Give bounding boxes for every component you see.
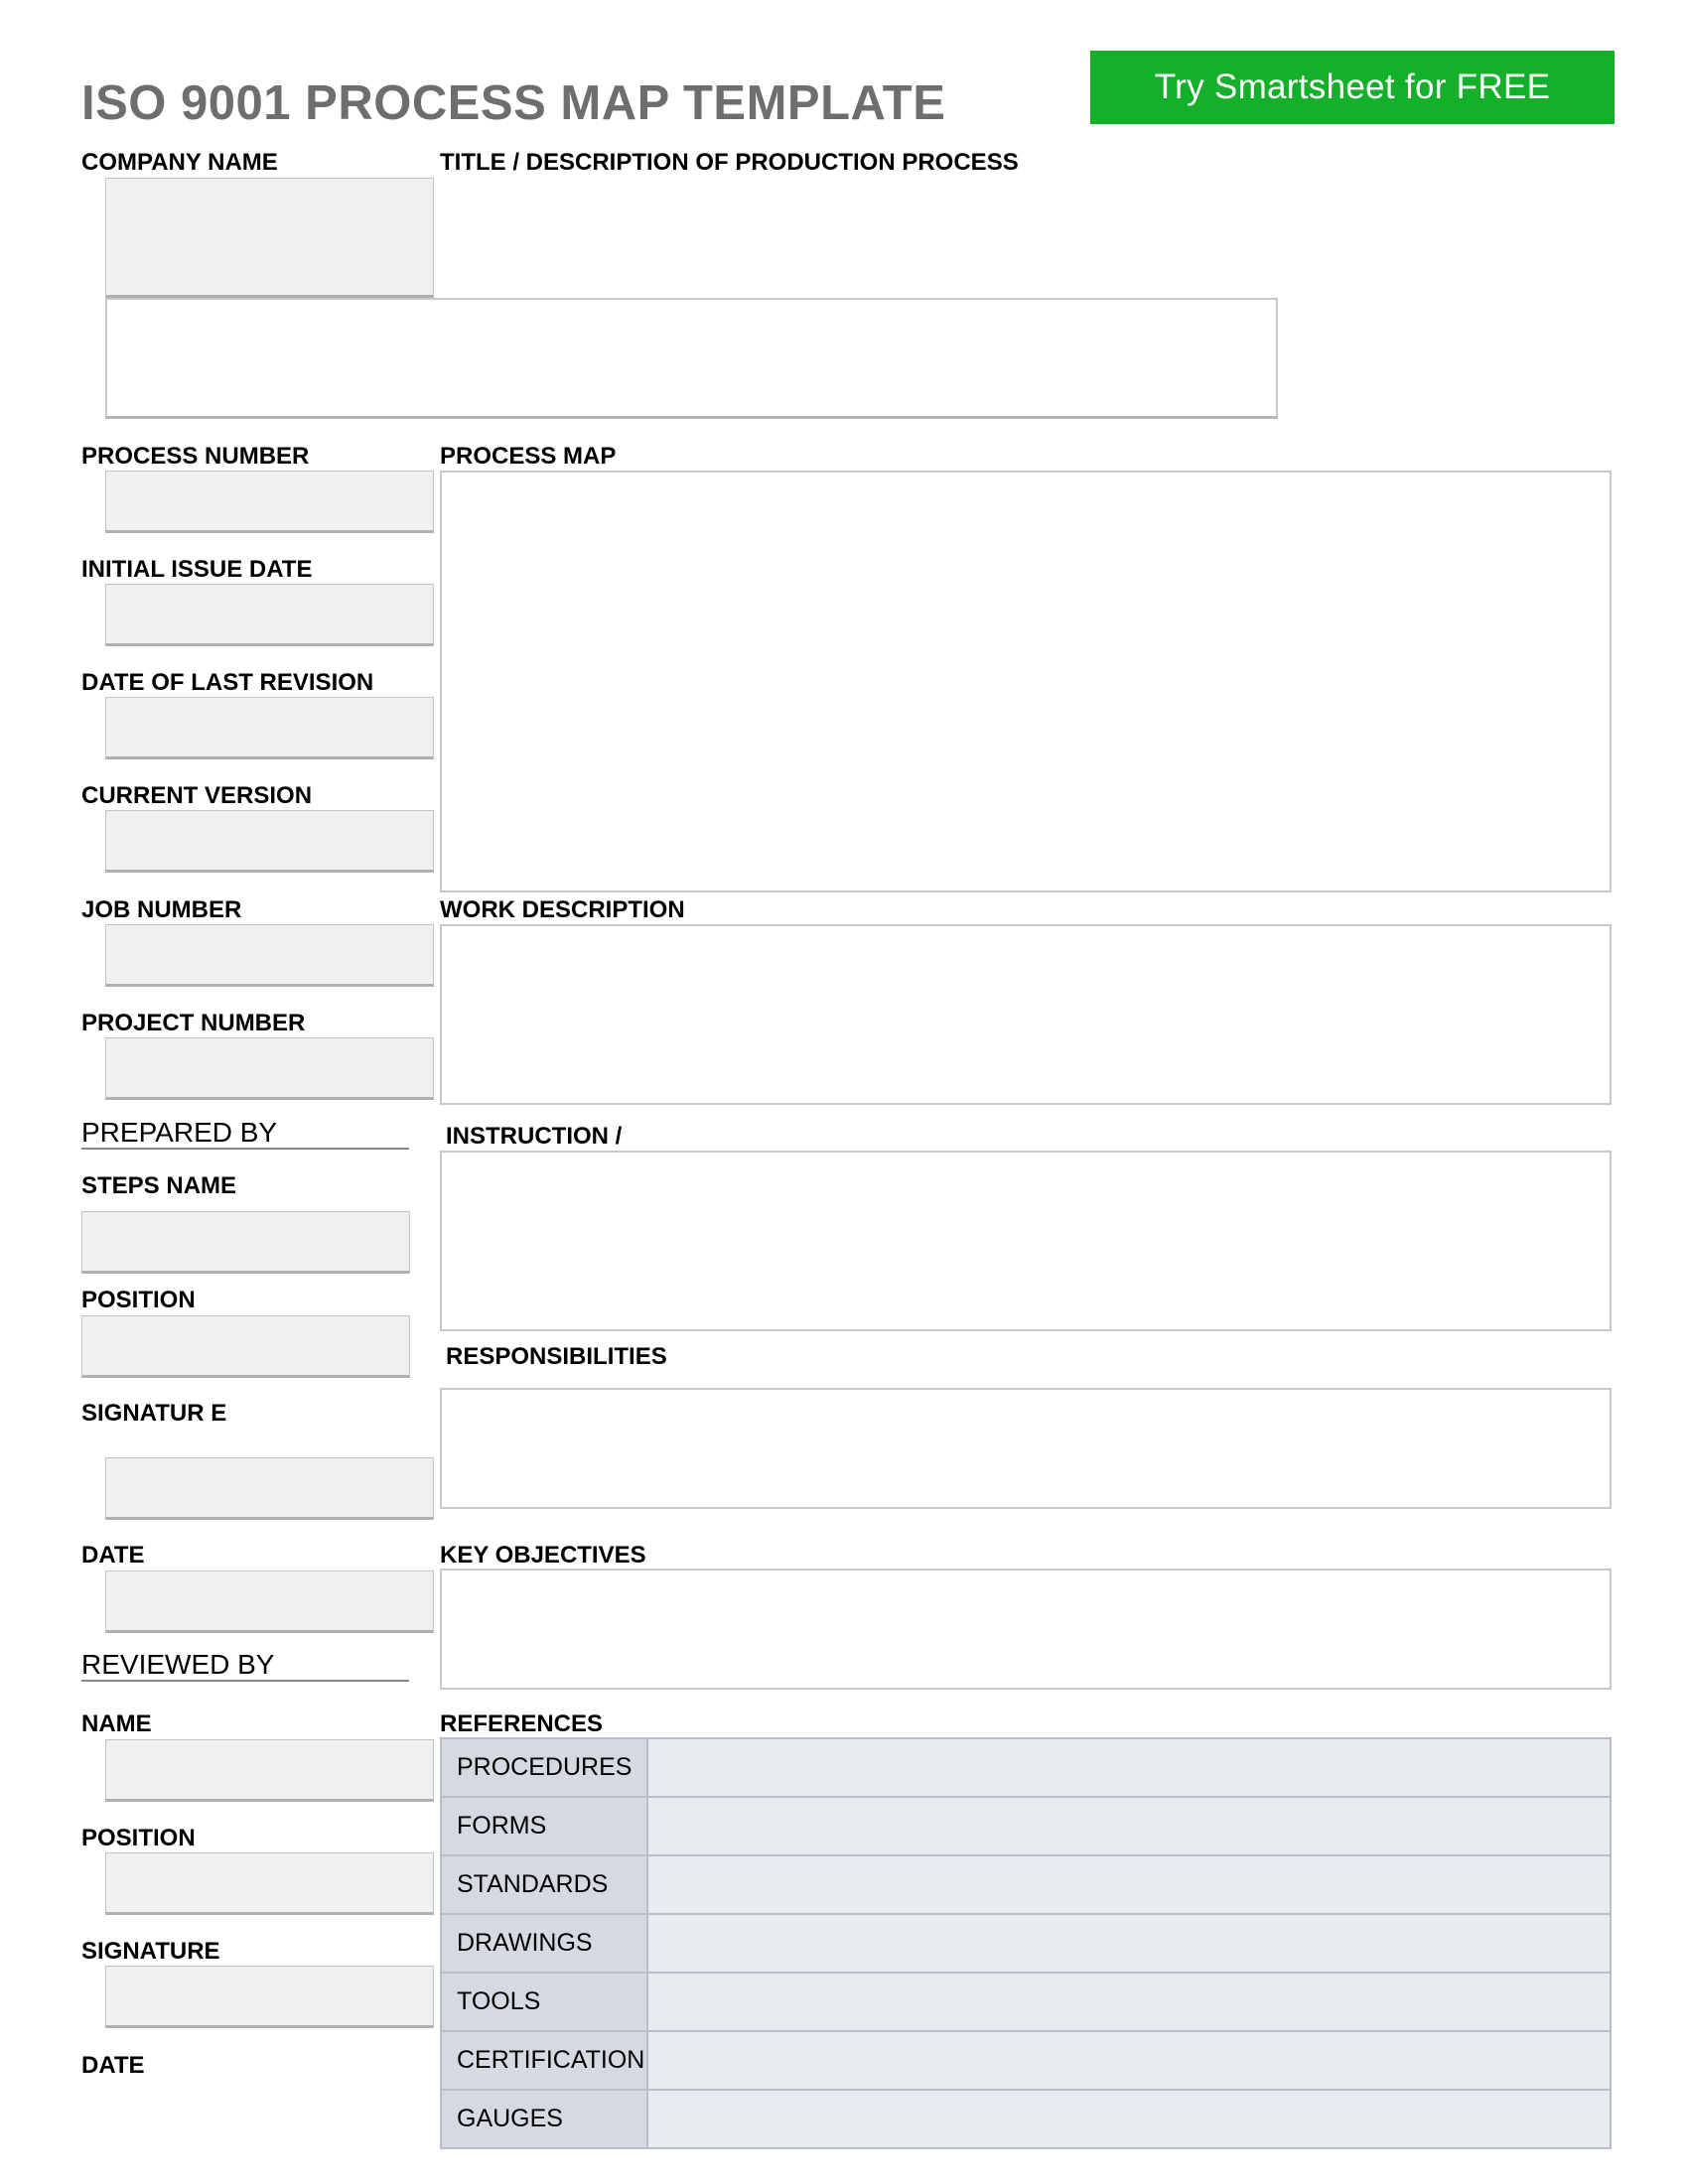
table-row bbox=[441, 1738, 1611, 1797]
steps-name-label: STEPS NAME bbox=[81, 1172, 237, 1199]
page-title: ISO 9001 PROCESS MAP TEMPLATE bbox=[81, 76, 946, 130]
prepared-signature-label: SIGNATUR E bbox=[81, 1400, 227, 1427]
try-smartsheet-button[interactable]: Try Smartsheet for FREE bbox=[1090, 51, 1615, 124]
key-objectives-field[interactable] bbox=[440, 1569, 1612, 1690]
work-description-field[interactable] bbox=[440, 924, 1612, 1105]
reference-label: CERTIFICATION bbox=[441, 2031, 647, 2090]
table-row bbox=[441, 1914, 1611, 1973]
reference-label: GAUGES bbox=[441, 2090, 647, 2148]
instruction-label: INSTRUCTION / bbox=[446, 1123, 623, 1150]
process-number-label: PROCESS NUMBER bbox=[81, 443, 310, 470]
process-map-label: PROCESS MAP bbox=[440, 443, 617, 470]
process-number-field[interactable] bbox=[105, 471, 434, 533]
responsibilities-label: RESPONSIBILITIES bbox=[446, 1343, 667, 1370]
reference-value-field[interactable] bbox=[647, 1797, 1611, 1855]
project-number-field[interactable] bbox=[105, 1037, 434, 1100]
job-number-label: JOB NUMBER bbox=[81, 896, 242, 923]
job-number-field[interactable] bbox=[105, 924, 434, 987]
reviewed-name-field[interactable] bbox=[105, 1739, 434, 1802]
reviewed-signature-field[interactable] bbox=[105, 1966, 434, 2028]
date-of-last-revision-field[interactable] bbox=[105, 697, 434, 759]
current-version-field[interactable] bbox=[105, 810, 434, 873]
reviewed-position-label: POSITION bbox=[81, 1825, 196, 1851]
table-row bbox=[441, 1797, 1611, 1855]
reference-label: PROCEDURES bbox=[441, 1738, 647, 1797]
table-row bbox=[441, 2090, 1611, 2148]
prepared-date-label: DATE bbox=[81, 1542, 145, 1569]
responsibilities-field[interactable] bbox=[440, 1388, 1612, 1509]
reference-label: FORMS bbox=[441, 1797, 647, 1855]
reviewed-by-heading: REVIEWED BY bbox=[81, 1650, 409, 1682]
prepared-position-field[interactable] bbox=[81, 1315, 410, 1378]
instruction-field[interactable] bbox=[440, 1151, 1612, 1331]
prepared-date-field[interactable] bbox=[105, 1570, 434, 1633]
title-description-field[interactable] bbox=[105, 298, 1278, 419]
current-version-label: CURRENT VERSION bbox=[81, 782, 313, 809]
date-of-last-revision-label: DATE OF LAST REVISION bbox=[81, 669, 374, 696]
reference-value-field[interactable] bbox=[647, 1914, 1611, 1973]
reference-value-field[interactable] bbox=[647, 1738, 1611, 1797]
references-label: REFERENCES bbox=[440, 1710, 604, 1737]
reference-label: TOOLS bbox=[441, 1973, 647, 2031]
reviewed-signature-label: SIGNATURE bbox=[81, 1938, 220, 1965]
reference-value-field[interactable] bbox=[647, 2031, 1611, 2090]
company-name-field[interactable] bbox=[105, 178, 434, 298]
reference-label: DRAWINGS bbox=[441, 1914, 647, 1973]
initial-issue-date-field[interactable] bbox=[105, 584, 434, 646]
key-objectives-label: KEY OBJECTIVES bbox=[440, 1542, 646, 1569]
table-row bbox=[441, 1973, 1611, 2031]
work-description-label: WORK DESCRIPTION bbox=[440, 896, 685, 923]
steps-name-field[interactable] bbox=[81, 1211, 410, 1274]
reviewed-name-label: NAME bbox=[81, 1710, 152, 1737]
prepared-position-label: POSITION bbox=[81, 1287, 196, 1313]
prepared-by-heading: PREPARED BY bbox=[81, 1118, 409, 1150]
project-number-label: PROJECT NUMBER bbox=[81, 1010, 306, 1036]
table-row bbox=[441, 2031, 1611, 2090]
reviewed-date-label: DATE bbox=[81, 2052, 145, 2079]
company-name-label: COMPANY NAME bbox=[81, 149, 278, 176]
reference-value-field[interactable] bbox=[647, 2090, 1611, 2148]
reference-value-field[interactable] bbox=[647, 1973, 1611, 2031]
references-table bbox=[440, 1737, 1612, 2149]
reference-value-field[interactable] bbox=[647, 1855, 1611, 1914]
reference-label: STANDARDS bbox=[441, 1855, 647, 1914]
process-map-area[interactable] bbox=[440, 471, 1612, 892]
reviewed-position-field[interactable] bbox=[105, 1852, 434, 1915]
prepared-signature-field[interactable] bbox=[105, 1457, 434, 1520]
table-row bbox=[441, 1855, 1611, 1914]
initial-issue-date-label: INITIAL ISSUE DATE bbox=[81, 556, 313, 583]
title-description-label: TITLE / DESCRIPTION OF PRODUCTION PROCESS bbox=[440, 149, 1019, 176]
